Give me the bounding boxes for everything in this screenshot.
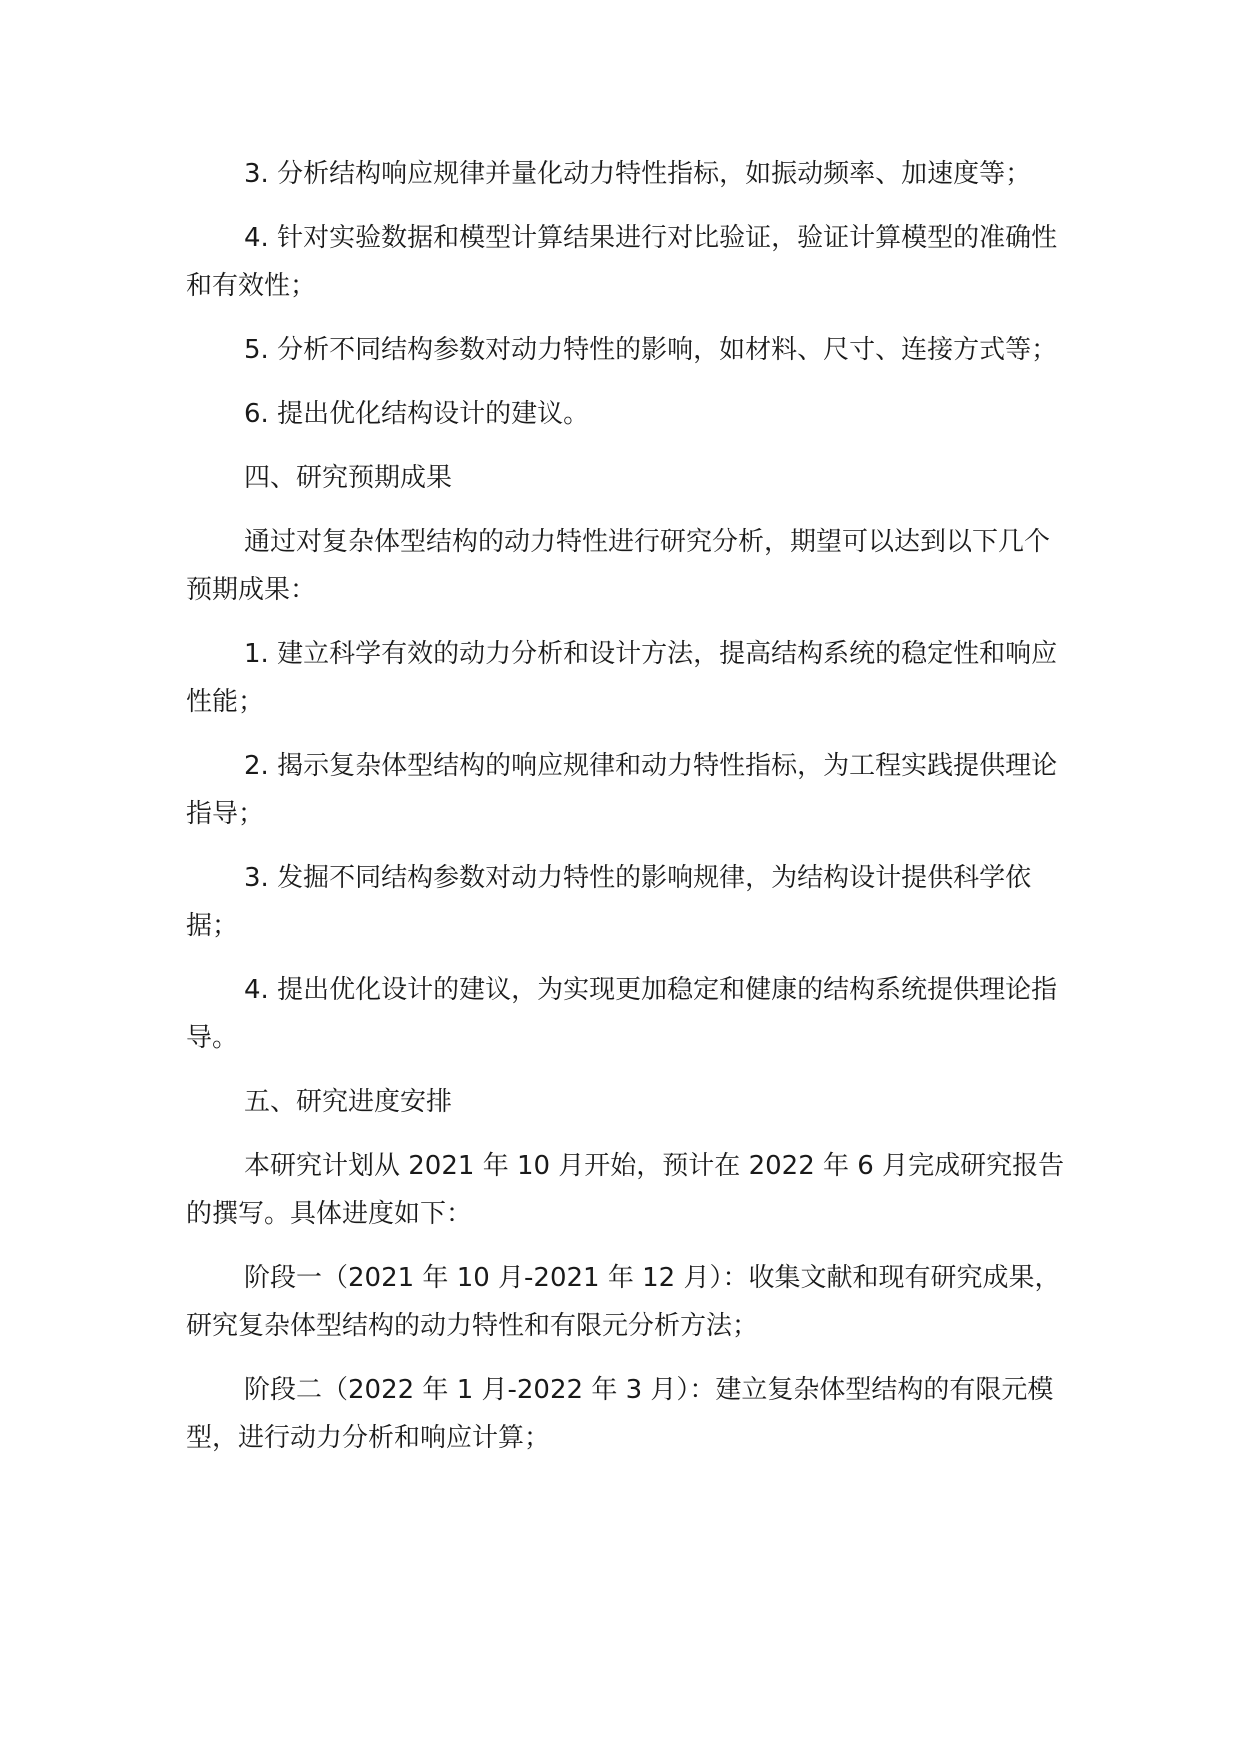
paragraph-spacer [186, 614, 1066, 630]
paragraph-spacer [186, 726, 1066, 742]
paragraph-spacer [186, 198, 1066, 214]
paragraph-spacer [186, 1126, 1066, 1142]
paragraph-expected-intro: 通过对复杂体型结构的动力特性进行研究分析，期望可以达到以下几个预期成果： [186, 527, 1051, 605]
paragraph-spacer [186, 1062, 1066, 1078]
document-body [186, 150, 1066, 1462]
paragraph-spacer [186, 310, 1066, 326]
paragraph-stage-1: 阶段一（2021 年 10 月-2021 年 12 月）：收集文献和现有研究成果，研究复杂体型结构的动力特性和有限元分析方法； [186, 1263, 1061, 1341]
paragraph-spacer [186, 1238, 1066, 1254]
paragraph-item-3-analysis: 3. 分析结构响应规律并量化动力特性指标，如振动频率、加速度等； [244, 159, 1032, 189]
paragraph-spacer [186, 438, 1066, 454]
paragraph-result-4: 4. 提出优化设计的建议，为实现更加稳定和健康的结构系统提供理论指导。 [186, 975, 1058, 1053]
paragraph-spacer [186, 1350, 1066, 1366]
section-heading-expected-results: 四、研究预期成果 [244, 463, 453, 493]
paragraph-schedule-intro: 本研究计划从 2021 年 10 月开始，预计在 2022 年 6 月完成研究报告的撰写。具体进度如下： [186, 1151, 1065, 1229]
paragraph-result-2: 2. 揭示复杂体型结构的响应规律和动力特性指标，为工程实践提供理论指导； [186, 751, 1058, 829]
section-heading-schedule: 五、研究进度安排 [244, 1087, 453, 1117]
paragraph-result-1: 1. 建立科学有效的动力分析和设计方法，提高结构系统的稳定性和响应性能； [186, 639, 1058, 717]
paragraph-item-5-parameters: 5. 分析不同结构参数对动力特性的影响，如材料、尺寸、连接方式等； [244, 335, 1058, 365]
paragraph-item-4-verification: 4. 针对实验数据和模型计算结果进行对比验证，验证计算模型的准确性和有效性； [186, 223, 1058, 301]
paragraph-item-6-optimization: 6. 提出优化结构设计的建议。 [244, 399, 590, 429]
paragraph-spacer [186, 950, 1066, 966]
paragraph-spacer [186, 838, 1066, 854]
paragraph-spacer [186, 374, 1066, 390]
paragraph-stage-2: 阶段二（2022 年 1 月-2022 年 3 月）：建立复杂体型结构的有限元模型，进行动力分析和响应计算； [186, 1375, 1054, 1453]
paragraph-spacer [186, 502, 1066, 518]
paragraph-result-3: 3. 发掘不同结构参数对动力特性的影响规律，为结构设计提供科学依据； [186, 863, 1032, 941]
